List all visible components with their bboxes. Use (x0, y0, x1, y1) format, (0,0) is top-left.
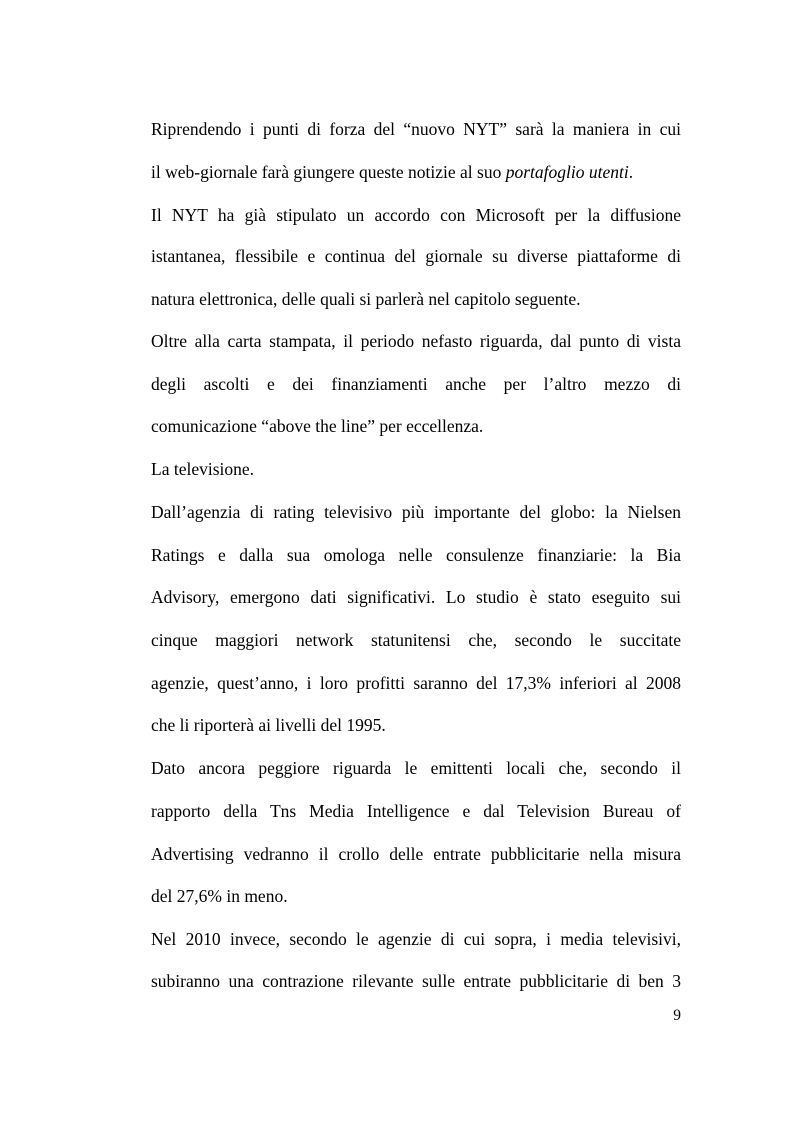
text-line (151, 117, 681, 141)
text-segment: subiranno una contrazione rilevante sulle entrate pubblicitarie di ben 3 (151, 971, 681, 991)
text-line (151, 500, 681, 524)
text-segment: Ratings e dalla sua omologa nelle consulenze finanziarie: la Bia (151, 545, 681, 565)
text-line (151, 329, 681, 353)
text-line (151, 756, 681, 780)
text-line (151, 671, 681, 695)
text-line (151, 287, 681, 311)
text-segment: Advisory, emergono dati significativi. Lo studio è stato eseguito sui (151, 587, 681, 607)
text-line (151, 842, 681, 866)
text-segment: che li riporterà ai livelli del 1995. (151, 715, 386, 735)
text-segment: Dato ancora peggiore riguarda le emittenti locali che, secondo il (151, 758, 681, 778)
text-segment: Dall’agenzia di rating televisivo più importante del globo: la Nielsen (151, 502, 681, 522)
text-segment: il web-giornale farà giungere queste notizie al suo (151, 162, 506, 182)
italic-text-segment: portafoglio utenti (505, 162, 629, 182)
text-segment: agenzie, quest’anno, i loro profitti saranno del 17,3% inferiori al 2008 (151, 673, 681, 693)
text-line (151, 244, 681, 268)
text-line (151, 372, 681, 396)
text-line (151, 414, 681, 438)
text-line (151, 927, 681, 951)
text-segment: Nel 2010 invece, secondo le agenzie di cui sopra, i media televisivi, (151, 929, 681, 949)
text-segment: del 27,6% in meno. (151, 886, 288, 906)
text-segment: istantanea, flessibile e continua del giornale su diverse piattaforme di (151, 246, 681, 266)
text-segment: comunicazione “above the line” per eccellenza. (151, 416, 484, 436)
text-line (151, 799, 681, 823)
text-line (151, 203, 681, 227)
text-segment: natura elettronica, delle quali si parlerà nel capitolo seguente. (151, 289, 581, 309)
text-segment: Oltre alla carta stampata, il periodo nefasto riguarda, dal punto di vista (151, 331, 681, 351)
text-line (151, 713, 681, 737)
text-line (151, 543, 681, 567)
text-line (151, 969, 681, 993)
text-segment: rapporto della Tns Media Intelligence e dal Television Bureau of (151, 801, 681, 821)
text-line (151, 585, 681, 609)
text-segment: La televisione. (151, 459, 255, 479)
page-number: 9 (673, 1007, 681, 1024)
text-line (151, 160, 681, 184)
text-line (151, 457, 681, 481)
text-line (151, 628, 681, 652)
text-segment: Riprendendo i punti di forza del “nuovo NYT” sarà la maniera in cui (151, 119, 681, 139)
text-segment: Il NYT ha già stipulato un accordo con Microsoft per la diffusione (151, 205, 681, 225)
text-segment: degli ascolti e dei finanziamenti anche per l’altro mezzo di (151, 374, 681, 394)
text-segment: Advertising vedranno il crollo delle entrate pubblicitarie nella misura (151, 844, 681, 864)
text-segment: . (628, 162, 634, 182)
text-segment: cinque maggiori network statunitensi che, secondo le succitate (151, 630, 681, 650)
text-line (151, 884, 681, 908)
